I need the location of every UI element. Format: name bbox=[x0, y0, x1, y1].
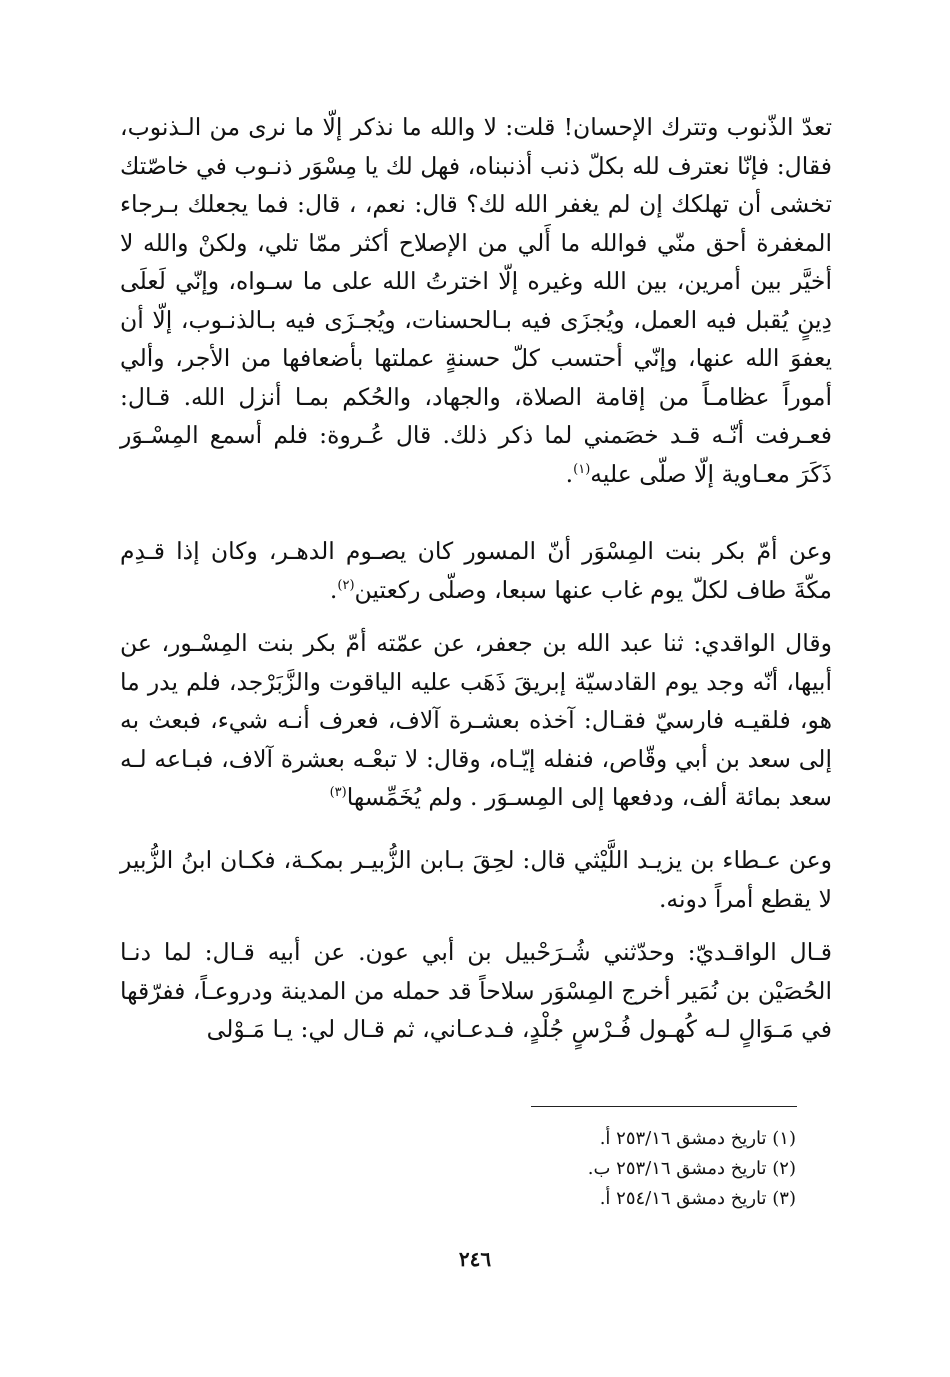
paragraph-3-text: وقال الواقدي: ثنا عبد الله بن جعفر، عن عمّته أمّ بكر بنت المِسْـور، عن أبيها، أنّه وجد يوم القادسيّة إبريقَ ذَهَب عليه الياقوت والزَّبَرْجد، فلم يدر ما هو، فلقيـه فارسيّ فقـال: آخذه بعشـرة آلاف، فعرف أنـه شيء، فبعث به إلى سعد بن أبي وقّاص، فنفله إيّـاه، وقال: لا تبعْـه بعشرة آلاف، فبـاعه لـه سعد بمائة ألف، ودفعها إلى المِسـوَر . ولم يُخَمِّسها bbox=[120, 629, 832, 811]
footnote-3: (٣) تاريخ دمشق ٢٥٤/١٦ أ. bbox=[599, 1188, 796, 1209]
footnote-ref-2: (٢) bbox=[337, 577, 355, 593]
paragraph-2-end: . bbox=[329, 575, 338, 604]
footnote-2: (٢) تاريخ دمشق ٢٥٣/١٦ ب. bbox=[587, 1158, 796, 1179]
paragraph-2 bbox=[120, 532, 832, 609]
footnote-ref-1: (١) bbox=[573, 461, 591, 477]
paragraph-4-text: وعن عـطاء بن يزيـد اللَّيْثي قال: لحِقَ بـابن الزُّبيـر بمكـة، فكـان ابنُ الزُّبير لا يقطع أمراً دونه. bbox=[120, 846, 832, 913]
footnotes bbox=[300, 1124, 796, 1214]
footnote-1: (١) تاريخ دمشق ٢٥٣/١٦ أ. bbox=[599, 1128, 796, 1149]
page-number: ٢٤٦ bbox=[458, 1247, 492, 1271]
paragraph-5 bbox=[120, 933, 832, 1049]
footnote-ref-3: (٣) bbox=[329, 785, 347, 801]
paragraph-1 bbox=[120, 108, 832, 493]
paragraph-5-text: قـال الواقـديّ: وحدّثني شُـرَحْبيل بن أبي عون. عن أبيه قـال: لما دنـا الحُصَيْن بن نُمَير أخرج المِسْوَر سلاحاً قد حمله من المدينة ودروعـاً، ففرّقها في مَـوَالٍ لـه كُهـول فُـرْسٍ جُلْدٍ، فـدعـاني، ثم قـال لي: يـا مَـوْلى bbox=[120, 938, 832, 1043]
footnote-divider bbox=[531, 1106, 797, 1107]
paragraph-1-end: . bbox=[565, 459, 574, 488]
paragraph-4 bbox=[120, 841, 832, 918]
paragraph-1-text: تعدّ الذّنوب وتترك الإحسان! قلت: لا والله ما نذكر إلّا ما نرى من الـذنوب، فقال: فإنّا نعترف لله بكلّ ذنب أذنبناه، فهل لك يا مِسْوَر ذنـوب في خاصّتك تخشى أن تهلكك إن لم يغفر الله لك؟ قال: نعم، ، قال: فما يجعلك بـرجاء المغفرة أحق منّي فوالله ما أَلي من الإصلاح أكثر ممّا تلي، ولكنْ والله لا أخيَّر بين أمرين، بين الله وغيره إلّا اخترتُ الله على ما سـواه، وإنّي لَعلَى دِينٍ يُقبل فيه العمل، ويُجزَى فيه بـالحسنات، ويُجـزَى فيه بـالذنـوب، إلّا أن يعفوَ الله عنها، وإنّي أحتسب كلّ حسنةٍ عملتها بأضعافها من الأجر، وألي أموراً عظامـاً من إقامة الصلاة، والجهاد، والحُكم بمـا أنزل الله. قـال: فعـرفت أنّـه قـد خصَمني لما ذكر ذلك. قال عُـروة: فلم أسمع المِسْـوَر ذَكَرَ معـاوية إلّا صلّى عليه bbox=[120, 113, 832, 488]
paragraph-3 bbox=[120, 624, 832, 817]
paragraph-2-text: وعن أمّ بكر بنت المِسْوَر أنّ المسور كان يصـوم الدهـر، وكان إذا قـدِم مكّةَ طاف لكلّ يوم غاب عنها سبعا، وصلّى ركعتين bbox=[120, 537, 832, 604]
